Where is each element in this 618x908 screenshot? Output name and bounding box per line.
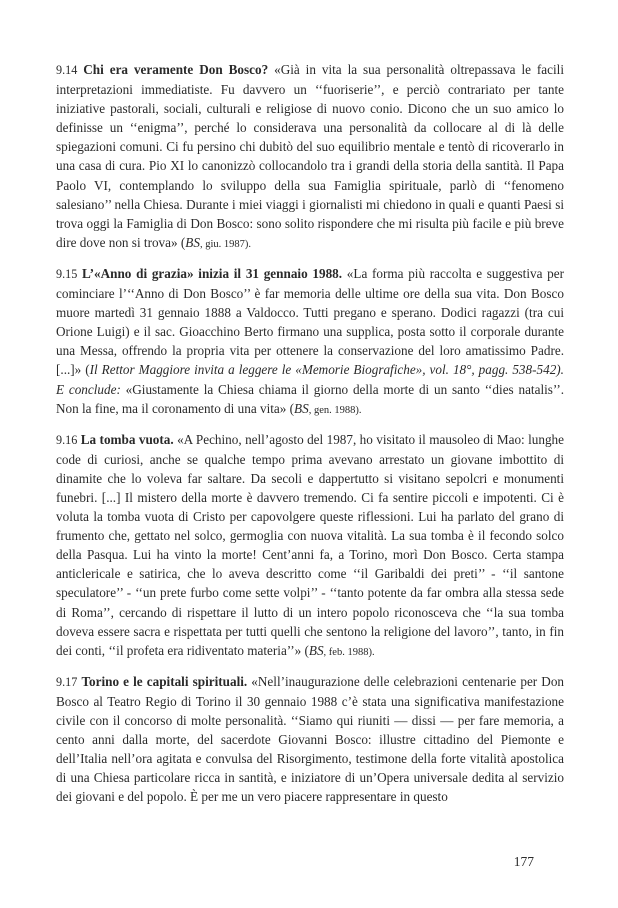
page-number: 177 (513, 854, 534, 869)
editorial-note: Il Rettor Maggiore invita a leggere le «Memorie Biografiche», vol. 18°, pagg. 538-542). E conclude: (56, 362, 564, 397)
section-number: 9.16 (56, 432, 78, 447)
section-number: 9.14 (56, 63, 78, 77)
section-9-17 (56, 672, 564, 807)
section-heading: L’«Anno di grazia» inizia il 31 gennaio 1988. (82, 265, 343, 281)
section-number: 9.15 (56, 266, 78, 281)
section-heading: Torino e le capitali spirituali. (81, 673, 248, 689)
source-date: , feb. 1988). (323, 646, 375, 658)
section-9-16 (56, 430, 564, 662)
section-9-14 (56, 60, 564, 254)
section-text: «A Pechino, nell’agosto del 1987, ho visitato il mausoleo di Mao: lunghe code di curiosi, anche se qualche tempo prima avevano arrestato un giovane imbottito di dinamite che lo voleva far saltare. Da secoli e dappertutto si visitano sepolcri e monumenti funebri. [...] Il mistero della morte è davvero tremendo. Ci fa sentire piccoli e impotenti. Ci è voluta la tomba vuota di Cristo per capovolgere queste riflessioni. Lui ha parlato del grano di frumento che, gettato nel solco, germoglia con nuova vitalità. La sua tomba è il fecondo solco della Pasqua. Lui ha vinto la morte! Cent’anni fa, a Torino, morì Don Bosco. Certa stampa anticlericale e satirica, che lo aveva descritto come ‘‘il Garibaldi dei preti’’ - ‘‘il santone speculatore’’ - ‘‘un prete furbo come sette volpi’’ - ‘‘tanto potente da far ombra alla stessa sede di Roma’’, cercando di rispettare il lutto di un intero popolo riconosceva che ‘‘la sua tomba doveva essere sacra e rispettata per tutti quelli che sentono la religione del lavoro’’, tanto, in fin dei conti, ‘‘il profeta era ridiventato materia’’» ( (56, 431, 565, 658)
source-date: , gen. 1988). (308, 404, 362, 416)
section-number: 9.17 (56, 674, 78, 689)
section-text: «Già in vita la sua personalità oltrepassava le facili interpretazioni immediatiste. Fu davvero un ‘‘fuoriserie’’, e perciò contrariato per tante iniziative pastorali, sociali, culturali e religiose di nuovo conio. Dicono che un suo amico lo definisse un ‘‘enigma’’, perché lo considerava una personalità da collocare al di là delle spiegazioni comuni. Ci fu persino chi dubitò del suo equilibrio mentale e tentò di ricoverarlo in una casa di cura. Pio XI lo canonizzò collocandolo tra i grandi della storia della santità. Il Papa Paolo VI, contemplando lo sviluppo della sua Famiglia spirituale, parlò di ‘‘fenomeno salesiano’’ nella Chiesa. Durante i miei viaggi i giornalisti mi chiedono in quali e quanti Paesi si trova oggi la Famiglia di Don Bosco: sono solito rispondere che mi risulta più facile e più breve dire dove non si trova» ( (56, 62, 565, 250)
section-heading: Chi era veramente Don Bosco? (83, 62, 269, 77)
source-abbr: BS (308, 642, 324, 658)
section-9-15 (56, 264, 564, 420)
source-abbr: BS (294, 400, 309, 416)
source-abbr: BS (185, 234, 200, 250)
section-text-continued: «Giustamente la Chiesa chiama il giorno della morte di un santo ‘‘dies natalis’’. Non la fine, ma il coronamento di una vita» ( (56, 381, 565, 416)
section-heading: La tomba vuota. (80, 431, 174, 447)
source-date: , giu. 1987). (199, 238, 251, 250)
page-body (56, 60, 564, 816)
section-text: «Nell’inaugurazione delle celebrazioni centenarie per Don Bosco al Teatro Regio di Torino il 30 gennaio 1988 c’è stata una significativa manifestazione civile con il concorso di molte personalità. ‘‘Siamo qui riuniti — dissi — per fare memoria, a cento anni dalla morte, del sacerdote Giovanni Bosco: illustre cittadino del Piemonte e dell’Italia nell’ora agitata e convulsa del Risorgimento, testimone della forte vitalità apostolica di una Chiesa particolare ricca in santità, e iniziatore di un’Opera universale dedita al servizio dei giovani e del popolo. È per me un vero piacere rappresentare in questo (56, 673, 565, 805)
section-text: «La forma più raccolta e suggestiva per cominciare l’‘‘Anno di Don Bosco’’ è far memoria delle ultime ore della sua vita. Don Bosco muore martedì 31 gennaio 1888 a Valdocco. Tutti pregano e sperano. Dodici ragazzi (tra cui Orione Luigi) e il sac. Gioacchino Berto firmano una supplica, posta sotto il corporale durante una Messa, offrendo la propria vita per ottenere la conservazione del loro amatissimo Padre. [...]» ( (56, 265, 565, 378)
